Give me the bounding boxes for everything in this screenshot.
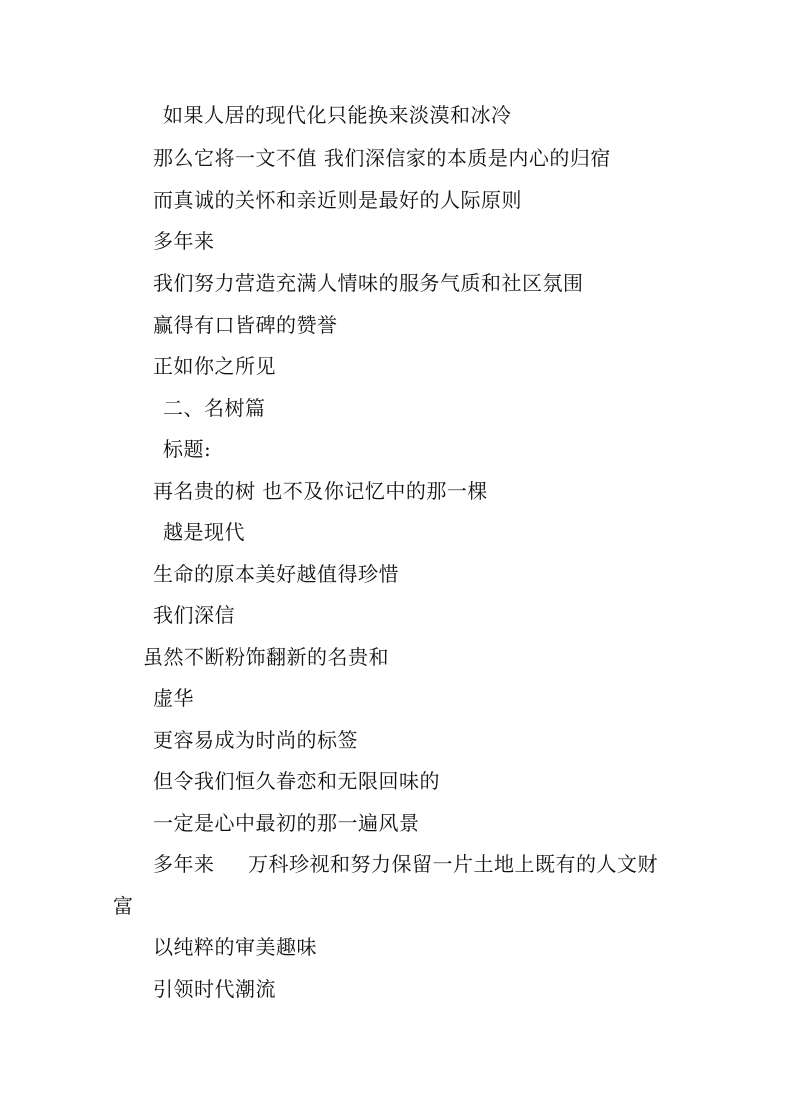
text-line: 万科珍视和努力保留一片土地上既有的人文财: [248, 852, 658, 876]
text-line: 标题:: [163, 437, 212, 461]
text-line: 多年来: [153, 229, 215, 253]
text-line: 一定是心中最初的那一遍风景: [153, 811, 420, 835]
text-line: 以纯粹的审美趣味: [153, 935, 317, 959]
text-line: 再名贵的树 也不及你记忆中的那一棵: [153, 479, 488, 503]
text-line: 越是现代: [163, 520, 245, 544]
section-heading: 二、名树篇: [163, 396, 266, 420]
text-line: 引领时代潮流: [153, 977, 276, 1001]
text-line: 如果人居的现代化只能换来淡漠和冰冷: [163, 103, 512, 127]
text-line: 赢得有口皆碑的赞誉: [153, 313, 338, 337]
text-line: 虚华: [153, 686, 194, 710]
text-line: 我们深信: [153, 603, 235, 627]
text-line: 富: [113, 894, 134, 918]
text-line: 而真诚的关怀和亲近则是最好的人际原则: [153, 188, 522, 212]
text-line: 更容易成为时尚的标签: [153, 728, 358, 752]
text-line: 虽然不断粉饰翻新的名贵和: [143, 645, 389, 669]
text-line: 生命的原本美好越值得珍惜: [153, 562, 399, 586]
text-line: 我们努力营造充满人情味的服务气质和社区氛围: [153, 271, 584, 295]
text-line: 多年来: [153, 852, 215, 876]
text-line: 正如你之所见: [153, 354, 276, 378]
text-line: 但令我们恒久眷恋和无限回味的: [153, 769, 440, 793]
text-line: 那么它将一文不值 我们深信家的本质是内心的归宿: [153, 146, 611, 170]
